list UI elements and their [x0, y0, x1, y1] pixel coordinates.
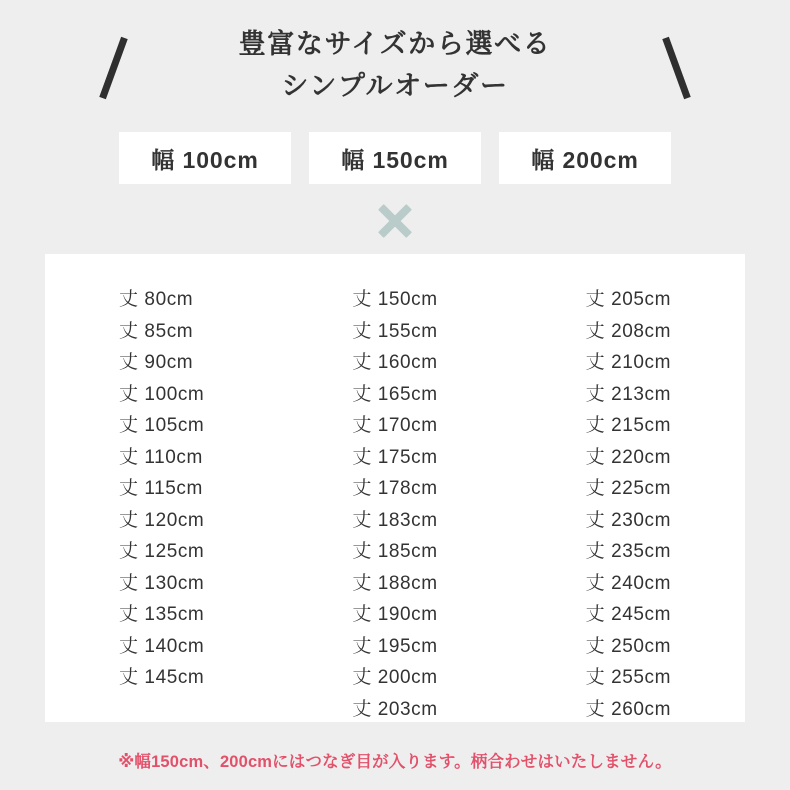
list-item[interactable]: 丈 145cm	[119, 667, 205, 688]
list-item[interactable]: 丈 85cm	[119, 320, 194, 342]
list-item[interactable]: 丈 170cm	[352, 415, 438, 436]
list-item[interactable]: 丈 195cm	[352, 635, 438, 657]
footnote-text: ※幅150cm、200cmにはつなぎ目が入ります。柄合わせはいたしません。	[118, 753, 672, 771]
list-item[interactable]: 丈 230cm	[585, 509, 671, 531]
list-item[interactable]: 丈 165cm	[352, 383, 438, 405]
width-option-label: 幅 150cm	[341, 146, 449, 173]
list-item[interactable]: 丈 110cm	[119, 446, 203, 468]
list-item[interactable]: 丈 185cm	[352, 541, 438, 562]
list-item[interactable]: 丈 135cm	[119, 604, 205, 625]
list-item[interactable]: 丈 155cm	[352, 320, 438, 342]
decorative-slash-left-icon	[99, 37, 127, 100]
list-item[interactable]: 丈 200cm	[352, 667, 438, 688]
list-item[interactable]: 丈 160cm	[352, 352, 438, 373]
width-options	[119, 132, 671, 184]
heading-line-2: シンプルオーダー	[281, 71, 509, 101]
heading	[85, 22, 705, 110]
list-item[interactable]: 丈 90cm	[119, 352, 194, 373]
width-option-100[interactable]	[119, 132, 291, 184]
list-item[interactable]: 丈 183cm	[352, 509, 438, 531]
list-item[interactable]: 丈 140cm	[119, 635, 205, 657]
list-item[interactable]: 丈 203cm	[352, 698, 438, 720]
list-item[interactable]: 丈 210cm	[585, 352, 671, 373]
list-item[interactable]: 丈 100cm	[119, 383, 205, 405]
list-item[interactable]: 丈 120cm	[119, 509, 205, 531]
list-item[interactable]: 丈 208cm	[585, 320, 671, 342]
list-item[interactable]: 丈 175cm	[352, 446, 438, 468]
list-item[interactable]: 丈 80cm	[119, 289, 194, 310]
list-item[interactable]: 丈 105cm	[119, 415, 205, 436]
length-column-3	[512, 284, 745, 722]
list-item[interactable]: 丈 245cm	[585, 604, 671, 625]
width-option-label: 幅 100cm	[151, 146, 259, 173]
list-item[interactable]: 丈 205cm	[585, 289, 671, 310]
list-item[interactable]: 丈 215cm	[585, 415, 671, 436]
width-option-label: 幅 200cm	[531, 146, 639, 173]
length-column-1	[45, 284, 278, 722]
width-option-150[interactable]	[309, 132, 481, 184]
length-column-2	[278, 284, 511, 722]
width-option-200[interactable]	[499, 132, 671, 184]
list-item[interactable]: 丈 125cm	[119, 541, 205, 562]
list-item[interactable]: 丈 190cm	[352, 604, 438, 625]
list-item[interactable]: 丈 213cm	[585, 383, 671, 405]
decorative-slash-right-icon	[662, 37, 690, 100]
list-item[interactable]: 丈 225cm	[585, 478, 671, 499]
list-item[interactable]: 丈 178cm	[352, 478, 438, 499]
list-item[interactable]: 丈 220cm	[585, 446, 671, 468]
page-title	[239, 24, 552, 108]
list-item[interactable]: 丈 188cm	[352, 572, 438, 594]
list-item[interactable]: 丈 130cm	[119, 572, 205, 594]
list-item[interactable]: 丈 255cm	[585, 667, 671, 688]
heading-line-1: 豊富なサイズから選べる	[238, 29, 552, 60]
list-item[interactable]: 丈 115cm	[119, 478, 203, 499]
list-item[interactable]: 丈 150cm	[352, 289, 438, 310]
list-item[interactable]: 丈 240cm	[585, 572, 671, 594]
list-item[interactable]: 丈 250cm	[585, 635, 671, 657]
list-item[interactable]: 丈 235cm	[585, 541, 671, 562]
list-item[interactable]: 丈 260cm	[585, 698, 671, 720]
multiply-icon	[374, 200, 416, 242]
length-options-panel	[45, 254, 745, 722]
